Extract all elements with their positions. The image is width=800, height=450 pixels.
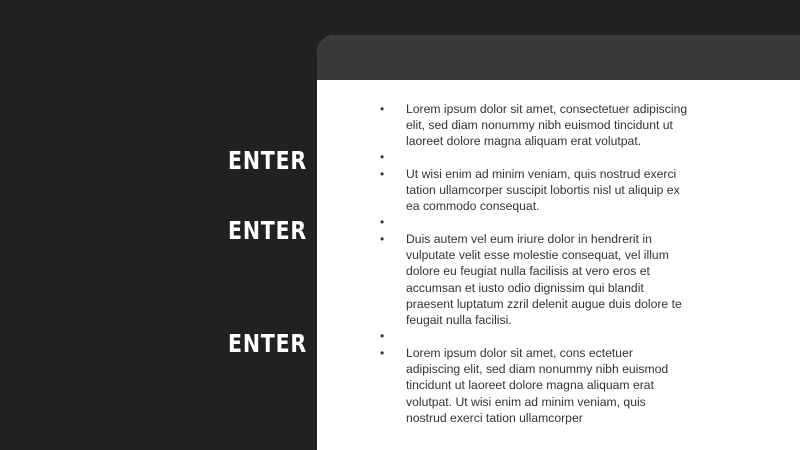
enter-label: ENTER	[228, 146, 308, 175]
list-item-text: Ut wisi enim ad minim veniam, quis nostrud exerci tation ullamcorper suscipit lobortis nisl ut aliquip ex ea commodo consequat.	[406, 167, 680, 214]
bullet-marker: •	[380, 215, 385, 229]
list-item-text: Lorem ipsum dolor sit amet, consectetuer adipiscing elit, sed diam nonummy nibh euismod tincidunt ut laoreet dolore magna aliquam erat volutpat.	[406, 102, 688, 149]
document-page[interactable]	[317, 80, 800, 450]
bullet-marker: •	[380, 232, 385, 246]
list-item-text: Duis autem vel eum iriure dolor in hendrerit in vulputate velit esse molestie consequat, vel illum dolore eu feugiat nulla facilisis at vero eros et accumsan et iusto odio dignissim qui blandit praesent luptatum zzril delenit augue duis dolore te feugait nulla facilisi.	[406, 232, 682, 328]
bullet-marker: •	[380, 102, 385, 116]
bullet-marker: •	[380, 150, 385, 164]
list-item-text: Lorem ipsum dolor sit amet, cons ectetuer adipiscing elit, sed diam nonummy nibh euismod tincidunt ut laoreet dolore magna aliquam erat volutpat. Ut wisi enim ad minim veniam, quis nostrud exerci tation ullamcorper	[406, 346, 669, 425]
document-window	[317, 35, 800, 450]
bullet-marker: •	[380, 167, 385, 181]
bullet-marker: •	[380, 346, 385, 360]
document-titlebar	[317, 35, 800, 80]
enter-label: ENTER	[228, 216, 308, 245]
bullet-marker: •	[380, 329, 385, 343]
enter-label: ENTER	[228, 329, 308, 358]
